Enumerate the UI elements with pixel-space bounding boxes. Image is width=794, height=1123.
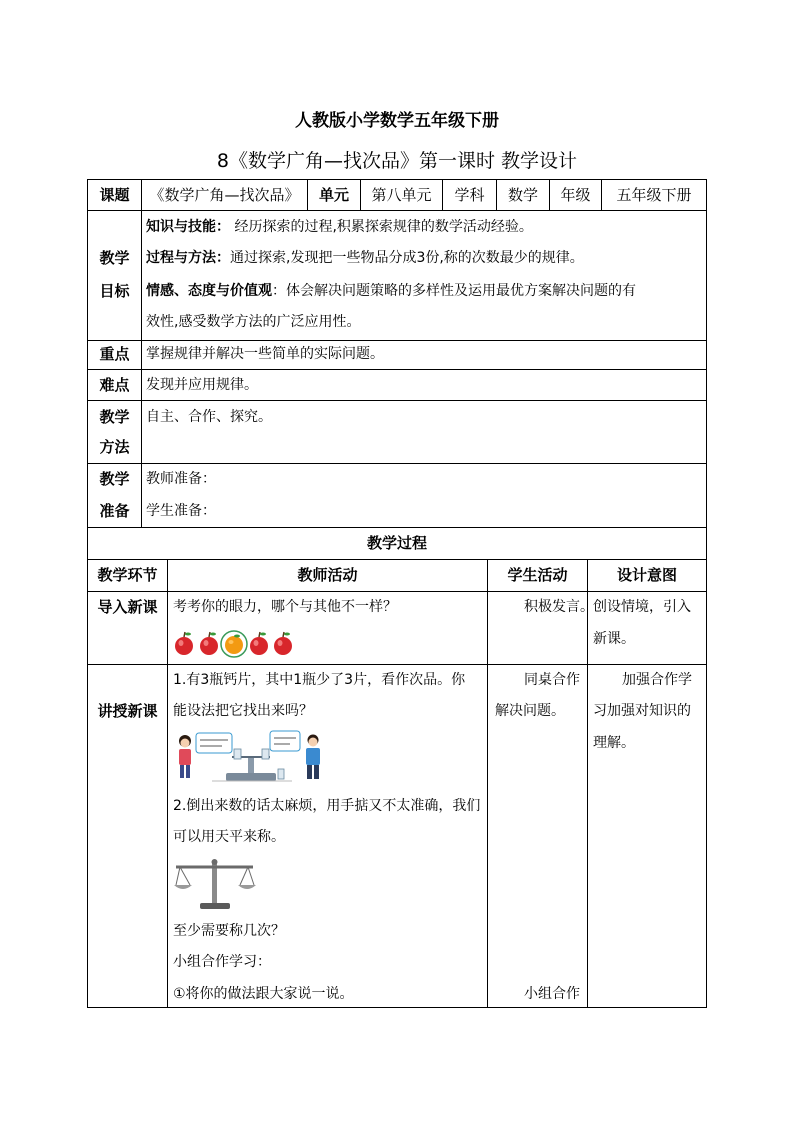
goal-knowledge-text: 经历探索的过程,积累探索规律的数学活动经验。 bbox=[230, 219, 533, 235]
header-teacher: 教师活动 bbox=[297, 566, 358, 584]
new-student-2: 小组合作 bbox=[524, 986, 580, 1002]
intro-intent-1: 创设情境，引入 bbox=[593, 599, 691, 615]
prep-label-2: 准备 bbox=[99, 502, 130, 520]
orange-icon bbox=[221, 631, 247, 657]
apple-icon bbox=[274, 632, 292, 655]
goals-label-1: 教学 bbox=[99, 249, 130, 267]
topic-label: 课题 bbox=[99, 186, 130, 204]
new-student-1a: 同桌合作 bbox=[524, 672, 580, 688]
table-line bbox=[87, 210, 707, 211]
subject-value: 数学 bbox=[507, 186, 538, 204]
method-label-1: 教学 bbox=[99, 408, 130, 426]
speech-bubble-left bbox=[196, 733, 232, 753]
difficulty-label: 难点 bbox=[99, 376, 130, 394]
table-border-bottom bbox=[87, 1007, 707, 1008]
table-line bbox=[87, 591, 707, 592]
topic-value: 《数学广角—找次品》 bbox=[149, 186, 300, 204]
goal-emotion bbox=[146, 281, 636, 301]
intro-intent-2: 新课。 bbox=[593, 631, 635, 647]
header-stage: 教学环节 bbox=[97, 566, 158, 584]
fruit-image bbox=[171, 627, 295, 659]
apple-icon bbox=[175, 632, 193, 655]
subject-label: 学科 bbox=[454, 186, 485, 204]
table-line bbox=[87, 340, 707, 341]
table-border-left bbox=[87, 179, 88, 1008]
prep-student: 学生准备： bbox=[146, 503, 216, 519]
unit-label: 单元 bbox=[318, 186, 349, 204]
new-student-1b: 解决问题。 bbox=[495, 703, 565, 719]
table-line bbox=[487, 559, 488, 1008]
intro-stage: 导入新课 bbox=[97, 598, 158, 616]
apple-icon bbox=[250, 632, 268, 655]
goal-process bbox=[146, 248, 584, 268]
new-teacher-1a: 1.有3瓶钙片，其中1瓶少了3片，看作次品。你 bbox=[173, 672, 466, 688]
apple-icon bbox=[200, 632, 218, 655]
method-text: 自主、合作、探究。 bbox=[146, 409, 272, 425]
goal-knowledge bbox=[146, 217, 533, 237]
header-intent: 设计意图 bbox=[616, 566, 677, 584]
header-student: 学生活动 bbox=[507, 566, 568, 584]
new-teacher-2a: 2.倒出来数的话太麻烦，用手掂又不太准确，我们 bbox=[173, 798, 481, 814]
intro-student: 积极发言。 bbox=[524, 599, 594, 615]
new-intent-3: 理解。 bbox=[593, 735, 635, 751]
goal-emotion-text: ：体会解决问题策略的多样性及运用最优方案解决问题的有 bbox=[272, 283, 636, 299]
prep-label-1: 教学 bbox=[99, 470, 130, 488]
key-point-label: 重点 bbox=[99, 345, 130, 363]
table-line bbox=[87, 400, 707, 401]
new-intent-2: 习加强对知识的 bbox=[593, 703, 691, 719]
balance-scale-image bbox=[172, 855, 258, 915]
page-subtitle: 8《数学广角—找次品》第一课时 教学设计 bbox=[216, 150, 578, 172]
table-line bbox=[167, 559, 168, 1008]
goal-knowledge-label: 知识与技能： bbox=[146, 219, 230, 235]
grade-label: 年级 bbox=[560, 186, 591, 204]
table-line bbox=[141, 179, 142, 527]
table-line bbox=[87, 559, 707, 560]
new-intent-1: 加强合作学 bbox=[622, 672, 692, 688]
new-stage: 讲授新课 bbox=[97, 702, 158, 720]
girl-icon bbox=[179, 735, 191, 778]
boy-icon bbox=[306, 735, 320, 780]
unit-value: 第八单元 bbox=[371, 186, 432, 204]
goal-emotion-label: 情感、态度与价值观 bbox=[146, 283, 272, 299]
process-title: 教学过程 bbox=[366, 534, 427, 552]
goal-process-label: 过程与方法： bbox=[146, 250, 230, 266]
goal-process-text: 通过探索,发现把一些物品分成3份,称的次数最少的规律。 bbox=[230, 250, 584, 266]
table-border-top bbox=[87, 179, 707, 180]
method-label-2: 方法 bbox=[99, 438, 130, 456]
goals-label-2: 目标 bbox=[99, 282, 130, 300]
difficulty-text: 发现并应用规律。 bbox=[146, 377, 258, 393]
new-teacher-5: ①将你的做法跟大家说一说。 bbox=[173, 986, 354, 1002]
prep-teacher: 教师准备： bbox=[146, 471, 216, 487]
page-title: 人教版小学数学五年级下册 bbox=[295, 111, 499, 131]
table-line bbox=[87, 463, 707, 464]
grade-value: 五年级下册 bbox=[616, 186, 692, 204]
table-line bbox=[87, 664, 707, 665]
goal-emotion-cont: 效性,感受数学方法的广泛应用性。 bbox=[146, 314, 361, 330]
children-scale-illustration bbox=[172, 729, 324, 789]
key-point-text: 掌握规律并解决一些简单的实际问题。 bbox=[146, 346, 384, 362]
table-border-right bbox=[706, 179, 707, 1008]
new-teacher-4: 小组合作学习： bbox=[173, 954, 271, 970]
bottle-icon bbox=[278, 769, 284, 779]
table-line bbox=[587, 559, 588, 1008]
table-line bbox=[87, 527, 707, 528]
new-teacher-1b: 能设法把它找出来吗？ bbox=[173, 703, 313, 719]
intro-teacher: 考考你的眼力，哪个与其他不一样？ bbox=[173, 599, 397, 615]
table-line bbox=[87, 369, 707, 370]
speech-bubble-right bbox=[270, 731, 300, 751]
new-teacher-3: 至少需要称几次？ bbox=[173, 923, 285, 939]
new-teacher-2b: 可以用天平来称。 bbox=[173, 829, 285, 845]
